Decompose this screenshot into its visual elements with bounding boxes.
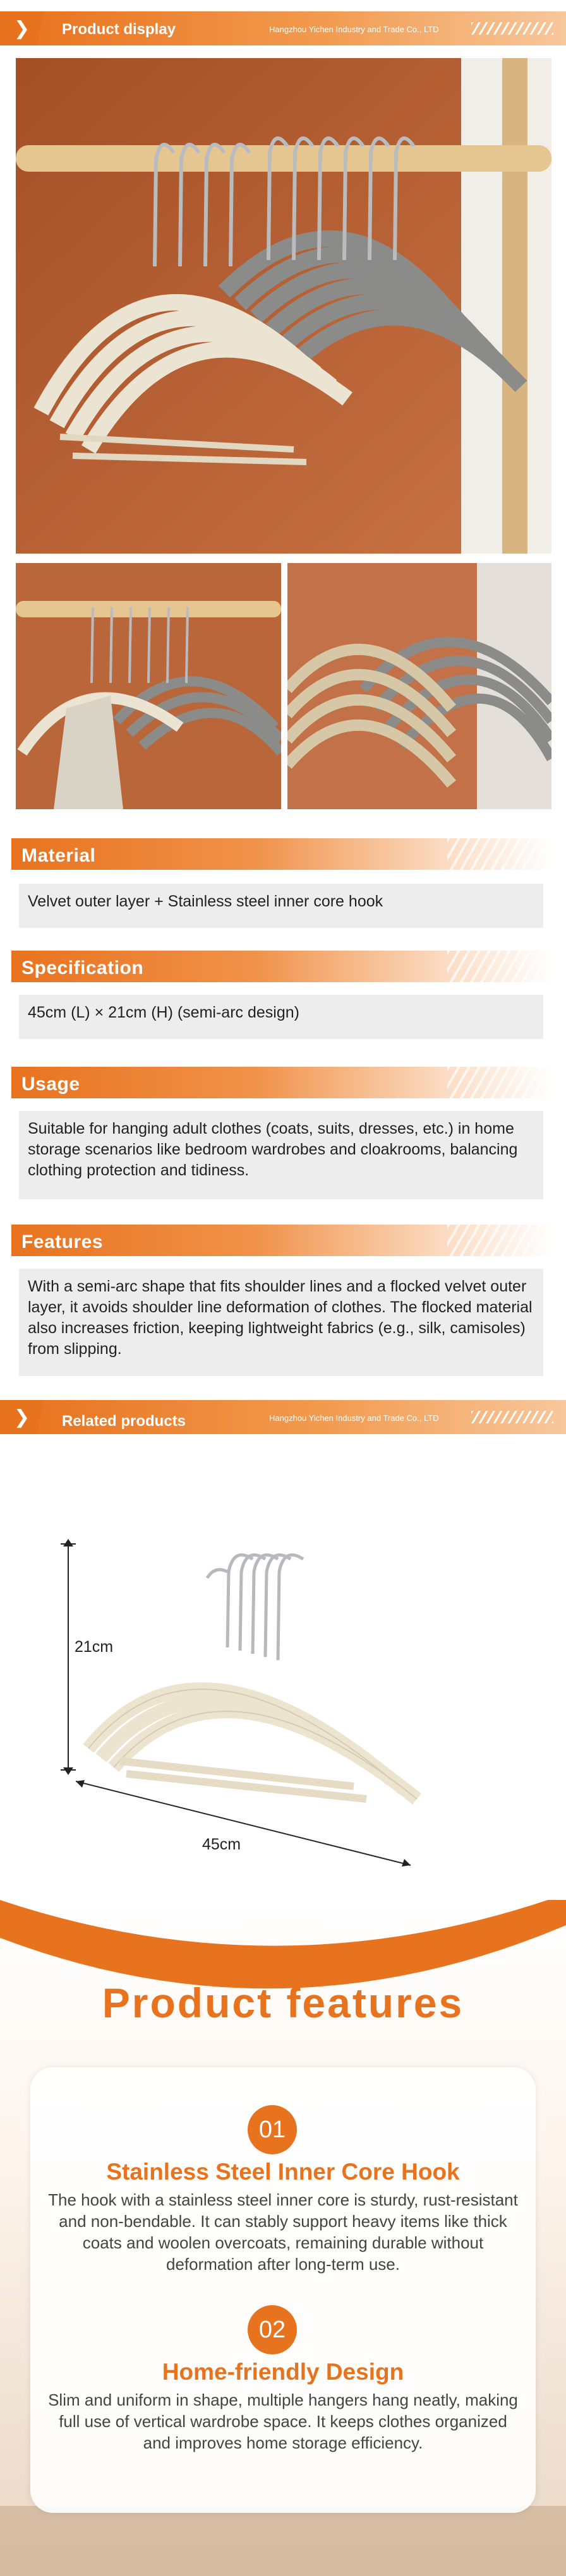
hanger-dimension-drawing	[38, 1521, 474, 1875]
feature-text: The hook with a stainless steel inner core is sturdy, rust-resistant and non-bendable. It can stably support heavy items like thick coats and woolen overcoats, remaining durable without deformation after long-term use.	[48, 2190, 518, 2274]
product-display-banner	[0, 11, 566, 45]
banner-title: Product display	[62, 21, 176, 38]
feature-number-badge: 02	[248, 2305, 297, 2354]
related-products-banner	[0, 1400, 566, 1434]
chevron-right-icon: ❯	[14, 18, 30, 40]
feature-text: Slim and uniform in shape, multiple hangers hang neatly, making full use of vertical wardrobe space. It keeps clothes organized and improves home storage efficiency.	[48, 2390, 518, 2452]
features-heading-text: Features	[21, 1232, 104, 1252]
usage-text: Suitable for hanging adult clothes (coats, suits, dresses, etc.) in home storage scenarios like bedroom wardrobes and cloakrooms, balancing clothing protection and tidiness.	[19, 1111, 543, 1199]
chevron-right-icon: ❯	[14, 1406, 30, 1428]
material-text: Velvet outer layer + Stainless steel inner core hook	[19, 884, 543, 928]
heading-stripe	[447, 838, 555, 870]
heading-stripe	[447, 1225, 555, 1256]
banner-title: Related products	[62, 1413, 186, 1430]
height-dimension-label: 21cm	[75, 1638, 114, 1656]
length-dimension-label: 45cm	[202, 1836, 241, 1853]
hanger-stack-photo	[287, 563, 551, 809]
usage-heading-text: Usage	[21, 1074, 80, 1095]
product-features-title: Product features	[102, 1979, 464, 2026]
material-heading	[11, 838, 555, 870]
banner-stripes	[471, 1411, 553, 1423]
heading-stripe	[447, 951, 555, 982]
features-text: With a semi-arc shape that fits shoulder lines and a flocked velvet outer layer, it avoids shoulder line deformation of clothes. The flocked material also increases friction, keeping lightweight fabrics (e.g., silk, camisoles) from slipping.	[19, 1269, 543, 1376]
feature-heading: Stainless Steel Inner Core Hook	[106, 2159, 460, 2185]
specification-text: 45cm (L) × 21cm (H) (semi-arc design)	[19, 995, 543, 1039]
banner-company: Hangzhou Yichen Industry and Trade Co., LTD	[269, 1413, 439, 1423]
hanger-with-cloth-photo	[16, 563, 281, 809]
feature-heading: Home-friendly Design	[162, 2359, 404, 2385]
material-heading-text: Material	[21, 845, 96, 866]
features-heading	[11, 1225, 555, 1256]
banner-stripes	[471, 22, 553, 35]
banner-company: Hangzhou Yichen Industry and Trade Co., LTD	[269, 25, 439, 34]
specification-heading-text: Specification	[21, 958, 144, 978]
main-product-photo	[16, 58, 551, 554]
heading-stripe	[447, 1067, 555, 1098]
usage-heading	[11, 1067, 555, 1098]
feature-number-badge: 01	[248, 2105, 297, 2154]
specification-heading	[11, 951, 555, 982]
